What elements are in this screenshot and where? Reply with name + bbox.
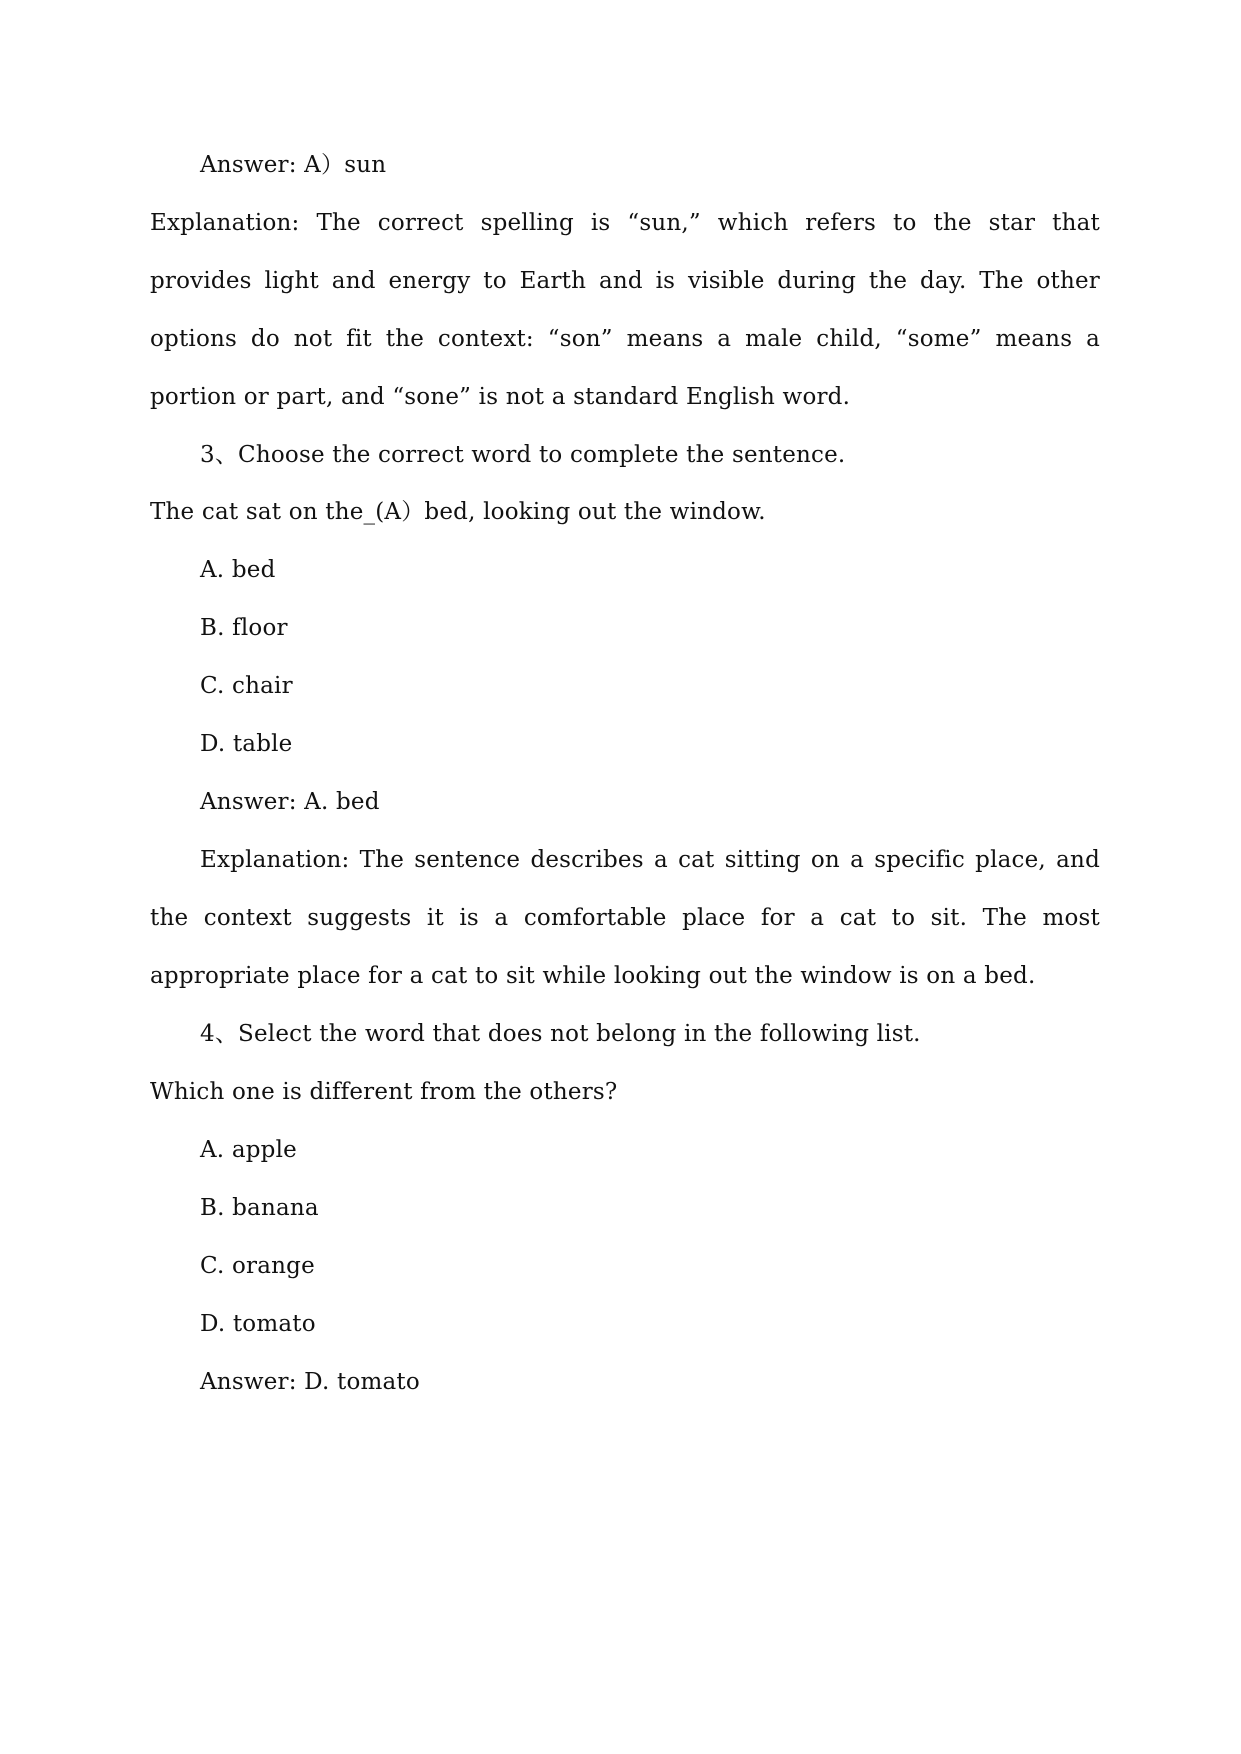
question-prompt: 3、Choose the correct word to complete the sentence. [200, 442, 846, 468]
question-sentence: Which one is different from the others? [150, 1079, 618, 1105]
explanation-line: provides light and energy to Earth and is visible during the day. The other [150, 268, 1100, 294]
explanation-line: the context suggests it is a comfortable place for a cat to sit. The most [150, 905, 1100, 931]
explanation-line: Explanation: The sentence describes a cat sitting on a specific place, and [200, 847, 1100, 873]
option-item: D. table [200, 731, 293, 757]
answer-line: Answer: A. bed [200, 789, 380, 815]
explanation-line: options do not fit the context: “son” means a male child, “some” means a [150, 326, 1100, 352]
option-item: D. tomato [200, 1311, 316, 1337]
option-item: C. chair [200, 673, 293, 699]
option-item: A. apple [200, 1137, 297, 1163]
explanation-line: Explanation: The correct spelling is “sun,” which refers to the star that [150, 210, 1100, 236]
option-item: B. banana [200, 1195, 319, 1221]
option-item: B. floor [200, 615, 288, 641]
answer-line: Answer: D. tomato [200, 1369, 420, 1395]
question-prompt: 4、Select the word that does not belong in the following list. [200, 1021, 921, 1047]
option-item: A. bed [200, 557, 276, 583]
question-sentence: The cat sat on the_(A）bed, looking out the window. [150, 499, 766, 525]
answer-line: Answer: A）sun [200, 152, 387, 178]
explanation-line: portion or part, and “sone” is not a standard English word. [150, 384, 851, 410]
option-item: C. orange [200, 1253, 315, 1279]
explanation-line: appropriate place for a cat to sit while looking out the window is on a bed. [150, 963, 1036, 989]
